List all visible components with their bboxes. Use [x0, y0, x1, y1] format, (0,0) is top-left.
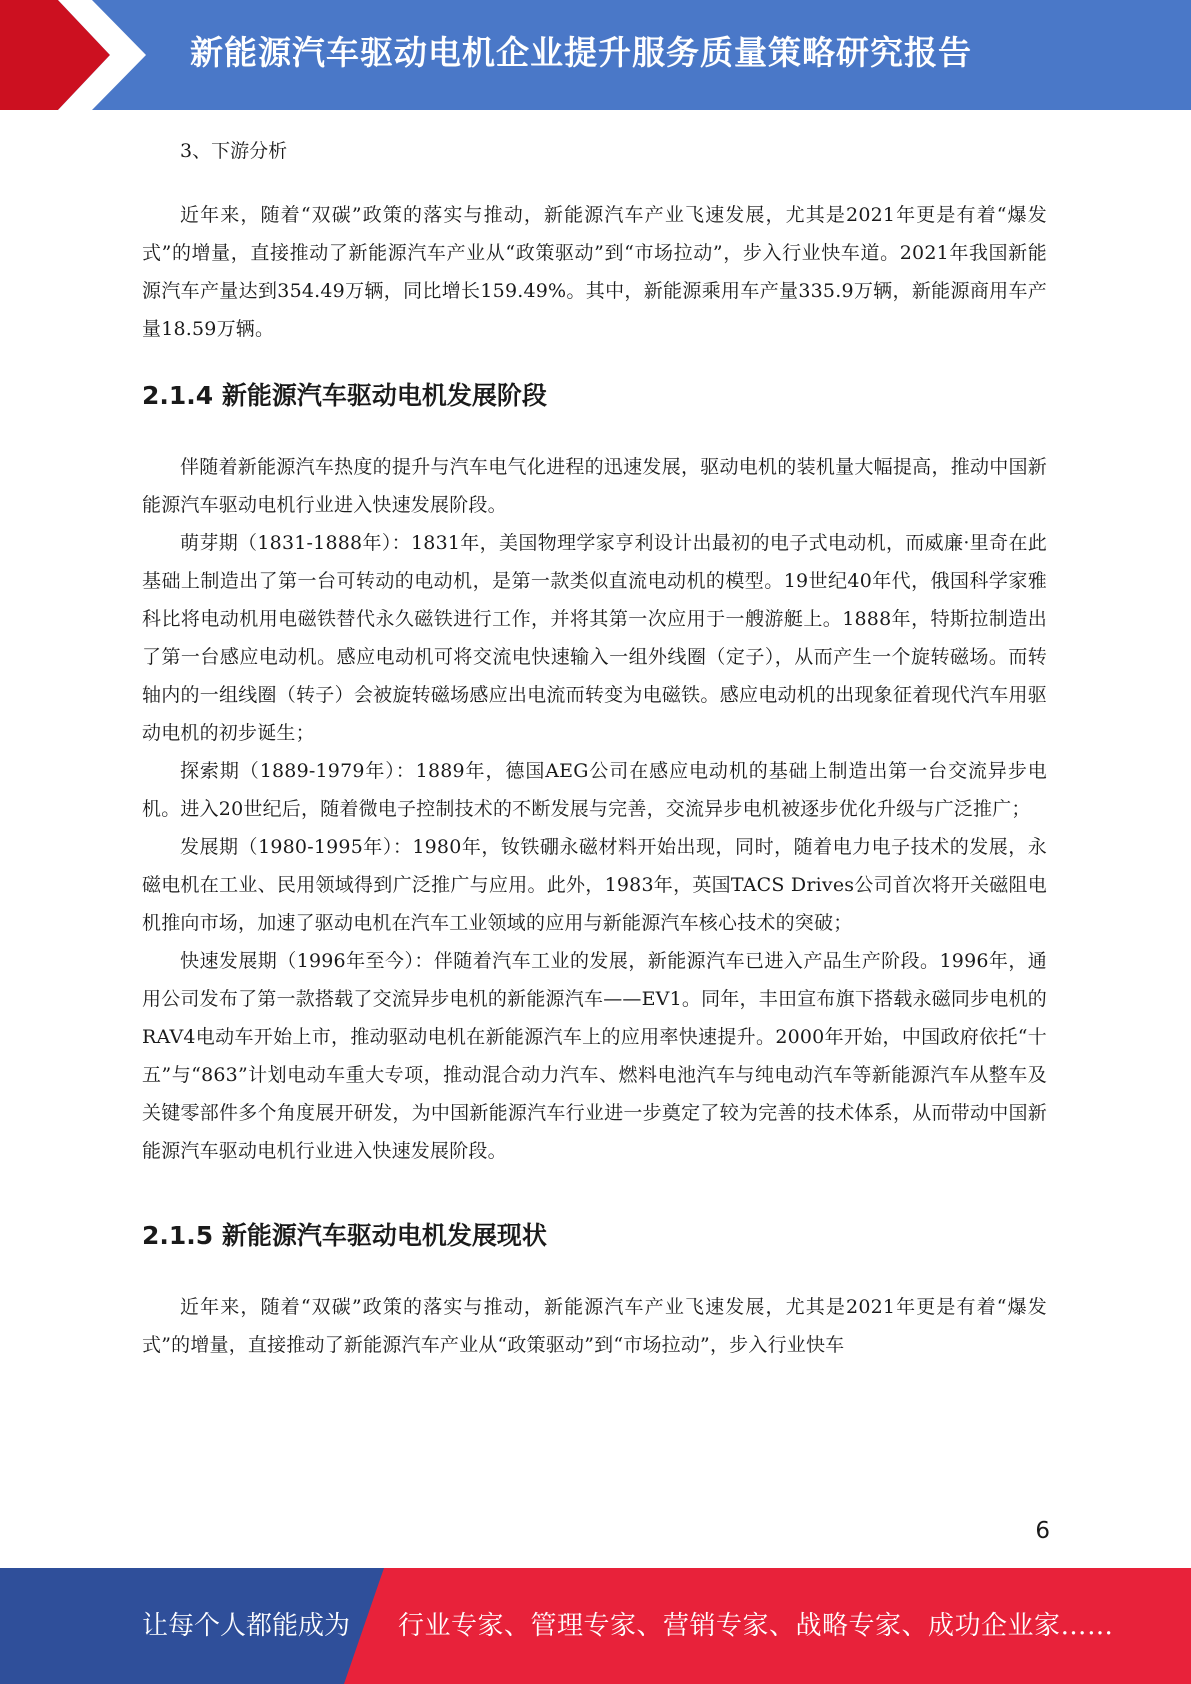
- paragraph-sprout-stage: 萌芽期（1831-1888年）：1831年，美国物理学家亨利设计出最初的电子式电动机，而威廉·里奇在此基础上制造出了第一台可转动的电动机，是第一款类似直流电动机的模型。19世纪40年代，俄国科学家雅科比将电动机用电磁铁替代永久磁铁进行工作，并将其第一次应用于一艘游艇上。1888年，特斯拉制造出了第一台感应电动机。感应电动机可将交流电快速输入一组外线圈（定子），从而产生一个旋转磁场。而转轴内的一组线圈（转子）会被旋转磁场感应出电流而转变为电磁铁。感应电动机的出现象征着现代汽车用驱动电机的初步诞生；: [142, 532, 1047, 744]
- page-footer: [0, 1568, 1191, 1684]
- subsection-downstream: 3、下游分析: [180, 140, 288, 162]
- heading-2-1-5: 2.1.5 新能源汽车驱动电机发展现状: [142, 1221, 547, 1250]
- footer-slogan-right: 行业专家、管理专家、营销专家、战略专家、成功企业家……: [398, 1611, 1114, 1641]
- paragraph-intro: 伴随着新能源汽车热度的提升与汽车电气化进程的迅速发展，驱动电机的装机量大幅提高，推动中国新能源汽车驱动电机行业进入快速发展阶段。: [142, 456, 1047, 516]
- footer-slogan-left: 让每个人都能成为: [142, 1611, 351, 1641]
- header-red-chevron-icon: [0, 0, 160, 110]
- report-title: 新能源汽车驱动电机企业提升服务质量策略研究报告: [190, 33, 972, 72]
- paragraph-develop-stage: 发展期（1980-1995年）：1980年，钕铁硼永磁材料开始出现，同时，随着电力电子技术的发展，永磁电机在工业、民用领域得到广泛推广与应用。此外，1983年，英国TACS Drives公司首次将开关磁阻电机推向市场，加速了驱动电机在汽车工业领域的应用与新能源汽车核心技术的突破；: [142, 836, 1047, 934]
- paragraph-explore-stage: 探索期（1889-1979年）：1889年，德国AEG公司在感应电动机的基础上制造出第一台交流异步电机。进入20世纪后，随着微电子控制技术的不断发展与完善，交流异步电机被逐步优化升级与广泛推广；: [142, 760, 1047, 820]
- document-body: [142, 132, 1047, 1364]
- page-header: [0, 0, 1191, 110]
- paragraph-rapid-stage: 快速发展期（1996年至今）：伴随着汽车工业的发展，新能源汽车已进入产品生产阶段。1996年，通用公司发布了第一款搭载了交流异步电机的新能源汽车——EV1。同年，丰田宣布旗下搭载永磁同步电机的RAV4电动车开始上市，推动驱动电机在新能源汽车上的应用率快速提升。2000年开始，中国政府依托“十五”与“863”计划电动车重大专项，推动混合动力汽车、燃料电池汽车与纯电动汽车等新能源汽车从整车及关键零部件多个角度展开研发，为中国新能源汽车行业进一步奠定了较为完善的技术体系，从而带动中国新能源汽车驱动电机行业进入快速发展阶段。: [142, 950, 1047, 1162]
- paragraph-downstream: 近年来，随着“双碳”政策的落实与推动，新能源汽车产业飞速发展，尤其是2021年更是有着“爆发式”的增量，直接推动了新能源汽车产业从“政策驱动”到“市场拉动”，步入行业快车道。2021年我国新能源汽车产量达到354.49万辆，同比增长159.49%。其中，新能源乘用车产量335.9万辆，新能源商用车产量18.59万辆。: [142, 204, 1047, 340]
- page-number: 6: [1035, 1518, 1050, 1544]
- paragraph-current-status: 近年来，随着“双碳”政策的落实与推动，新能源汽车产业飞速发展，尤其是2021年更是有着“爆发式”的增量，直接推动了新能源汽车产业从“政策驱动”到“市场拉动”，步入行业快车: [142, 1296, 1047, 1356]
- heading-2-1-4: 2.1.4 新能源汽车驱动电机发展阶段: [142, 381, 547, 410]
